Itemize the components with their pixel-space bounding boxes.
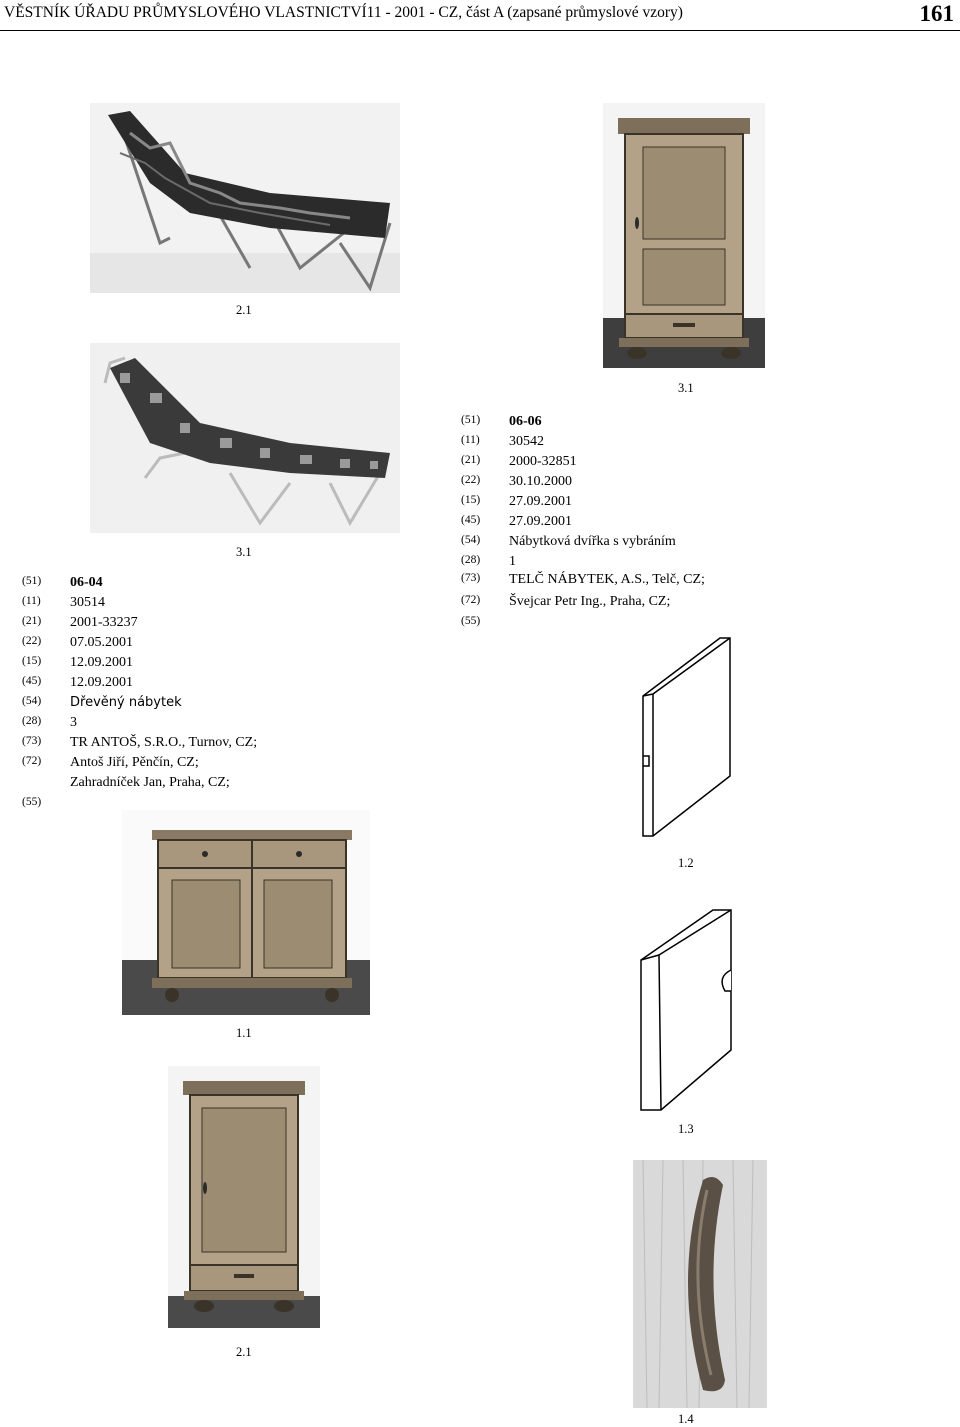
figure-caption: 2.1 [236,1345,252,1359]
application-number: 2001-33237 [70,615,138,630]
inid-code: (51) [22,575,42,587]
design-title: Nábytková dvířka s vybráním [509,534,676,549]
figure-caption: 1.1 [236,1026,252,1040]
inid-code: (11) [461,434,480,446]
figure-caption: 1.4 [678,1412,694,1426]
design-title: Dřevěný nábytek [70,695,182,710]
owner: TELČ NÁBYTEK, A.S., Telč, CZ; [509,572,705,587]
author: Zahradníček Jan, Praha, CZ; [70,775,230,790]
registration-number: 30514 [70,595,105,610]
classification-value: 06-04 [70,575,103,590]
inid-code: (28) [22,715,42,727]
inid-code: (21) [461,454,481,466]
author: Antoš Jiří, Pěnčín, CZ; [70,755,199,770]
inid-code: (22) [22,635,42,647]
registration-date: 12.09.2001 [70,655,133,670]
lounger-photo-b [90,343,400,533]
design-record-right [461,414,781,634]
door-drawing-b [633,905,743,1115]
filing-date: 30.10.2000 [509,474,572,489]
inid-code: (15) [22,655,42,667]
inid-code: (72) [461,594,481,606]
inid-code: (45) [22,675,42,687]
figure-caption: 1.2 [678,856,694,870]
inid-code: (72) [22,755,42,767]
figure-caption: 3.1 [678,381,694,395]
handle-photo [633,1160,767,1408]
lounger-photo-a [90,103,400,293]
inid-code: (54) [22,695,42,707]
page-number: 161 [919,1,954,26]
design-count: 3 [70,715,77,730]
author: Švejcar Petr Ing., Praha, CZ; [509,594,671,609]
owner: TR ANTOŠ, S.R.O., Turnov, CZ; [70,735,258,750]
inid-code: (22) [461,474,481,486]
classification-value: 06-06 [509,414,542,429]
registration-date: 27.09.2001 [509,494,572,509]
inid-code: (51) [461,414,481,426]
inid-code: (73) [22,735,42,747]
wardrobe-photo [603,103,765,368]
inid-code: (54) [461,534,481,546]
inid-code: (15) [461,494,481,506]
design-count: 1 [509,554,516,569]
cabinet-photo [168,1066,320,1328]
sideboard-photo [122,810,370,1015]
publication-date: 27.09.2001 [509,514,572,529]
inid-code: (21) [22,615,42,627]
inid-code: (55) [22,796,42,808]
registration-number: 30542 [509,434,544,449]
door-drawing-a [635,636,745,841]
filing-date: 07.05.2001 [70,635,133,650]
figure-caption: 1.3 [678,1122,694,1136]
figure-caption: 3.1 [236,545,252,559]
design-record-left [22,575,322,815]
journal-title: VĚSTNÍK ÚŘADU PRŮMYSLOVÉHO VLASTNICTVÍ11 - 2001 - CZ, část A (zapsané průmyslové vzory) [4,4,683,21]
inid-code: (28) [461,554,481,566]
inid-code: (11) [22,595,41,607]
publication-date: 12.09.2001 [70,675,133,690]
inid-code: (45) [461,514,481,526]
inid-code: (55) [461,615,481,627]
inid-code: (73) [461,572,481,584]
figure-caption: 2.1 [236,303,252,317]
page-header [0,0,960,31]
application-number: 2000-32851 [509,454,577,469]
